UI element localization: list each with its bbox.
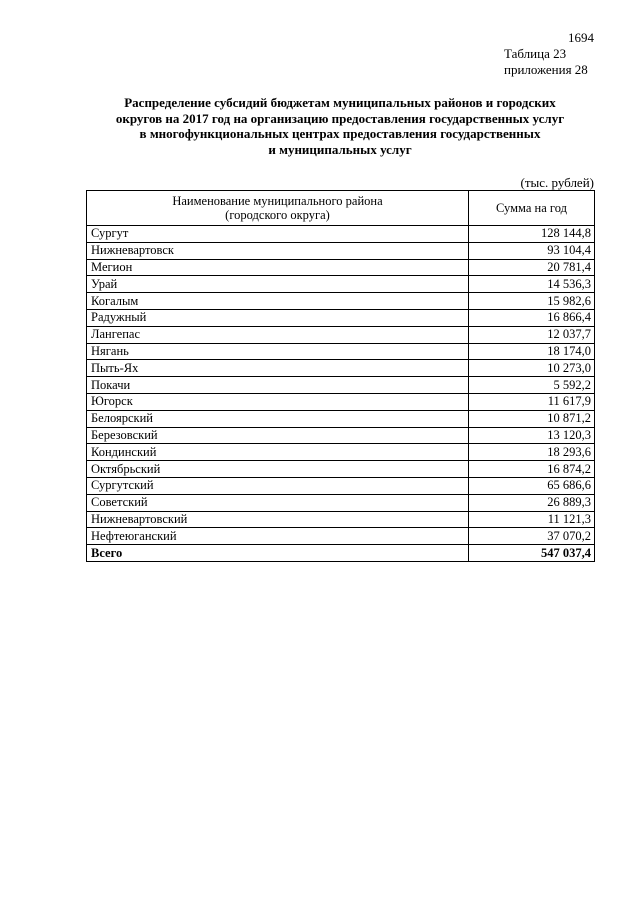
total-row	[87, 545, 595, 562]
row-amount: 10 871,2	[469, 410, 595, 427]
table-row	[87, 242, 595, 259]
table-row	[87, 461, 595, 478]
table-row	[87, 494, 595, 511]
table-row	[87, 226, 595, 243]
title-line: в многофункциональных центрах предоставления государственных	[139, 126, 541, 141]
total-amount: 547 037,4	[469, 545, 595, 562]
row-amount: 37 070,2	[469, 528, 595, 545]
table-row	[87, 309, 595, 326]
column-header-name	[87, 191, 469, 226]
row-name: Березовский	[87, 427, 469, 444]
table-label: Таблица 23	[504, 46, 567, 61]
row-amount: 16 874,2	[469, 461, 595, 478]
row-amount: 16 866,4	[469, 309, 595, 326]
row-amount: 20 781,4	[469, 259, 595, 276]
table-row	[87, 427, 595, 444]
row-name: Советский	[87, 494, 469, 511]
table-reference	[504, 46, 588, 78]
table-row	[87, 360, 595, 377]
appendix-label: приложения 28	[504, 62, 588, 77]
row-amount: 11 121,3	[469, 511, 595, 528]
row-name: Нягань	[87, 343, 469, 360]
row-name: Нижневартовский	[87, 511, 469, 528]
row-name: Кондинский	[87, 444, 469, 461]
page-number: 1694	[568, 30, 594, 45]
row-name: Урай	[87, 276, 469, 293]
row-amount: 15 982,6	[469, 293, 595, 310]
title-line: округов на 2017 год на организацию предоставления государственных услуг	[115, 110, 565, 126]
table-row	[87, 276, 595, 293]
row-name: Сургут	[87, 226, 469, 243]
table-row	[87, 511, 595, 528]
table-row	[87, 444, 595, 461]
row-amount: 12 037,7	[469, 326, 595, 343]
row-name: Октябрьский	[87, 461, 469, 478]
table-row	[87, 326, 595, 343]
row-name: Радужный	[87, 309, 469, 326]
row-amount: 65 686,6	[469, 477, 595, 494]
row-name: Нефтеюганский	[87, 528, 469, 545]
row-name: Пыть-Ях	[87, 360, 469, 377]
row-name: Югорск	[87, 393, 469, 410]
row-amount: 10 273,0	[469, 360, 595, 377]
row-name: Когалым	[87, 293, 469, 310]
table-row	[87, 293, 595, 310]
row-name: Мегион	[87, 259, 469, 276]
table-header-row	[87, 191, 595, 226]
row-amount: 93 104,4	[469, 242, 595, 259]
row-name: Сургутский	[87, 477, 469, 494]
total-label: Всего	[87, 545, 469, 562]
row-amount: 11 617,9	[469, 393, 595, 410]
row-name: Белоярский	[87, 410, 469, 427]
row-amount: 5 592,2	[469, 377, 595, 394]
row-name: Покачи	[87, 377, 469, 394]
row-amount: 18 293,6	[469, 444, 595, 461]
column-header-name-line2: (городского округа)	[225, 208, 330, 222]
table-row	[87, 528, 595, 545]
row-name: Нижневартовск	[87, 242, 469, 259]
row-amount: 14 536,3	[469, 276, 595, 293]
row-amount: 18 174,0	[469, 343, 595, 360]
title-line: Распределение субсидий бюджетам муниципальных районов и городских	[124, 95, 556, 110]
row-amount: 128 144,8	[469, 226, 595, 243]
table-row	[87, 377, 595, 394]
table-row	[87, 477, 595, 494]
column-header-name-line1: Наименование муниципального района	[172, 194, 383, 208]
table-body	[87, 226, 595, 562]
title-line: и муниципальных услуг	[268, 141, 412, 157]
column-header-amount: Сумма на год	[469, 191, 595, 226]
table-row	[87, 393, 595, 410]
row-amount: 13 120,3	[469, 427, 595, 444]
document-title	[90, 95, 590, 157]
subsidy-table	[86, 190, 595, 562]
table-row	[87, 259, 595, 276]
row-name: Лангепас	[87, 326, 469, 343]
table-row	[87, 343, 595, 360]
units-label: (тыс. рублей)	[520, 175, 594, 190]
row-amount: 26 889,3	[469, 494, 595, 511]
table-row	[87, 410, 595, 427]
